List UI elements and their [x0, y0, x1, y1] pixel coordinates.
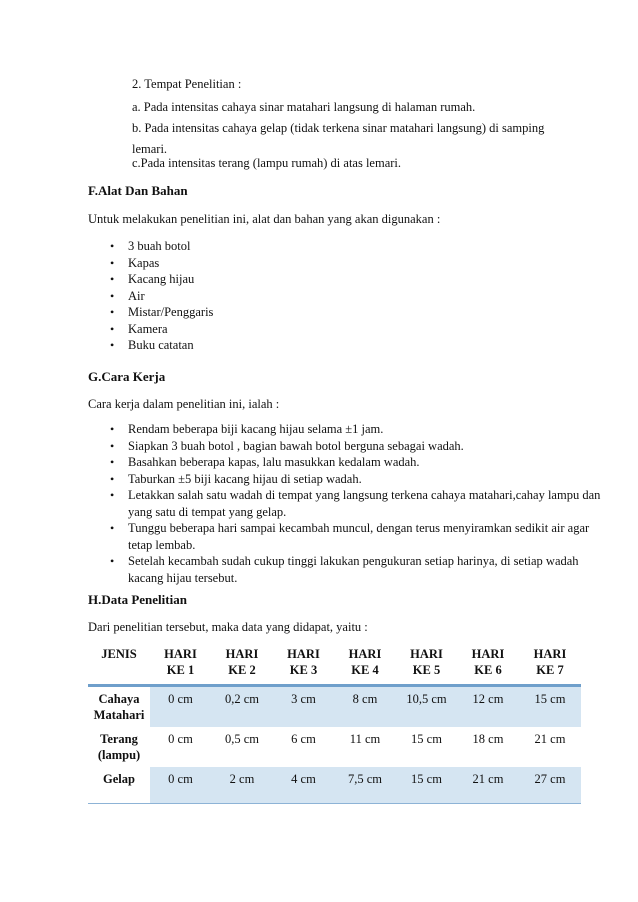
table-cell: 0,5 cm	[224, 732, 260, 746]
table-cell: 0,2 cm	[211, 686, 273, 728]
alat-list	[110, 238, 213, 354]
data-table	[88, 642, 581, 804]
section-title-cara: G.Cara Kerja	[88, 369, 166, 384]
section-title-alat: F.Alat Dan Bahan	[88, 183, 188, 198]
alat-intro: Untuk melakukan penelitian ini, alat dan bahan yang akan digunakan :	[88, 212, 441, 226]
table-cell: 10,5 cm	[396, 686, 457, 728]
list-item: • Basahkan beberapa kapas, lalu masukkan kedalam wadah.	[110, 454, 600, 471]
table-cell: 11 cm	[349, 732, 381, 746]
table-cell: 4 cm	[273, 767, 334, 803]
table-cell: 18 cm	[472, 732, 504, 746]
list-item: • Buku catatan	[110, 337, 213, 354]
table-cell: 8 cm	[334, 686, 396, 728]
table-cell: 0 cm	[150, 767, 211, 803]
table-cell: 27 cm	[519, 767, 581, 803]
header-hari-2: HARI KE 2	[225, 647, 259, 677]
tempat-b-line2: lemari.	[132, 142, 168, 156]
table-cell: 0 cm	[168, 732, 193, 746]
table-cell: 2 cm	[211, 767, 273, 803]
row-label: Gelap	[88, 767, 150, 803]
cara-list	[110, 421, 600, 586]
tempat-heading: 2. Tempat Penelitian :	[132, 77, 242, 91]
header-hari-3: HARI KE 3	[287, 647, 320, 677]
table-cell: 15 cm	[411, 732, 442, 746]
list-item: • Rendam beberapa biji kacang hijau selama ±1 jam.	[110, 421, 600, 438]
header-jenis: JENIS	[101, 647, 137, 661]
table-cell: 12 cm	[457, 686, 519, 728]
table-cell: 15 cm	[519, 686, 581, 728]
table-cell: 3 cm	[273, 686, 334, 728]
list-item: • Mistar/Penggaris	[110, 304, 213, 321]
header-hari-4: HARI KE 4	[348, 647, 382, 677]
table-row	[88, 727, 581, 767]
list-item: • Kamera	[110, 321, 213, 338]
table-cell: 15 cm	[396, 767, 457, 803]
tempat-a: a. Pada intensitas cahaya sinar matahari langsung di halaman rumah.	[132, 100, 476, 114]
row-label: Cahaya Matahari	[88, 686, 150, 728]
list-item: • Setelah kecambah sudah cukup tinggi lakukan pengukuran setiap harinya, di setiap wadah kacang hijau tersebut.	[110, 553, 600, 586]
tempat-c: c.Pada intensitas terang (lampu rumah) di atas lemari.	[132, 156, 402, 170]
data-intro: Dari penelitian tersebut, maka data yang didapat, yaitu :	[88, 620, 368, 634]
list-item: • Siapkan 3 buah botol , bagian bawah botol berguna sebagai wadah.	[110, 438, 600, 455]
tempat-b-line1: b. Pada intensitas cahaya gelap (tidak terkena sinar matahari langsung) di samping	[132, 121, 545, 135]
table-row	[88, 686, 581, 728]
table-header-row	[88, 642, 581, 686]
list-item: • Air	[110, 288, 213, 305]
list-item: • Kapas	[110, 255, 213, 272]
header-hari-6: HARI KE 6	[471, 647, 505, 677]
table-cell: 0 cm	[150, 686, 211, 728]
list-item: • Kacang hijau	[110, 271, 213, 288]
cara-intro: Cara kerja dalam penelitian ini, ialah :	[88, 397, 280, 411]
table-cell: 7,5 cm	[334, 767, 396, 803]
table-cell: 6 cm	[291, 732, 316, 746]
table-cell: 21 cm	[534, 732, 566, 746]
table-cell: 21 cm	[457, 767, 519, 803]
header-hari-5: HARI KE 5	[410, 647, 443, 677]
list-item: • Letakkan salah satu wadah di tempat yang langsung terkena cahaya matahari,cahay lampu dan yang satu di tempat yang gelap.	[110, 487, 600, 520]
table-row	[88, 767, 581, 803]
list-item: • Tunggu beberapa hari sampai kecambah muncul, dengan terus menyiramkan sedikit air agar tetap lembab.	[110, 520, 600, 553]
header-hari-7: HARI KE 7	[533, 647, 567, 677]
list-item: • 3 buah botol	[110, 238, 213, 255]
list-item: • Taburkan ±5 biji kacang hijau di setiap wadah.	[110, 471, 600, 488]
header-hari-1: HARI KE 1	[164, 647, 197, 677]
row-label: Terang (lampu)	[88, 727, 150, 767]
section-title-data: H.Data Penelitian	[88, 592, 187, 607]
